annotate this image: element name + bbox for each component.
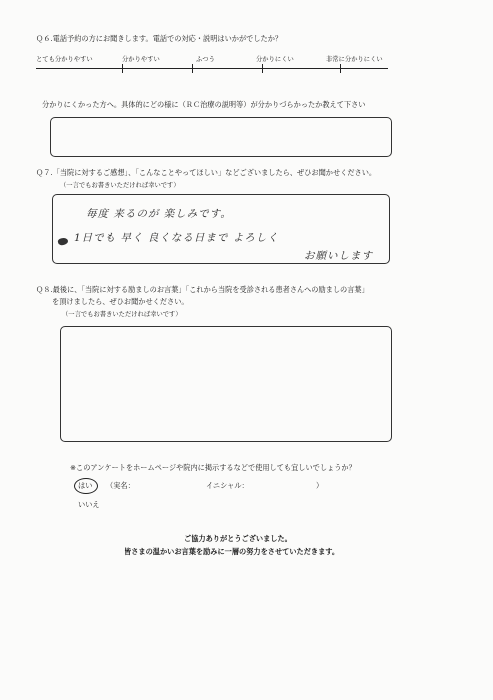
q8-note: （一言でもお書きいただければ幸いです）	[62, 311, 182, 318]
q6-scale-option-3: ふつう	[196, 56, 215, 63]
q6-followup-prompt: 分かりにくかった方へ。具体的にどの様に（ＲＣ治療の説明等）が分かりづらかったか教えて下さい	[42, 100, 366, 109]
q8-answer-box[interactable]	[60, 326, 392, 442]
q6-scale-tick	[262, 64, 263, 73]
closing-thanks: ご協力ありがとうございました。	[184, 534, 292, 543]
q8-title-line-2: を頂けましたら、ぜひお聞かせください。	[52, 297, 189, 306]
publish-permission-question: ※このアンケートをホームページや院内に掲示するなどで使用しても宜しいでしょうか？	[70, 463, 356, 472]
q7-title: Ｑ７.「当院に対するご感想」、「こんなことやってほしい」などございましたら、ぜひお聞かせください。	[36, 168, 377, 177]
q6-scale-option-1: とても分かりやすい	[36, 56, 93, 63]
closing-message: 皆さまの温かいお言葉を励みに一層の努力をさせていただきます。	[124, 547, 340, 556]
publish-initial-label: イニシャル：	[206, 481, 249, 490]
q6-scale-option-2: 分かりやすい	[122, 56, 160, 63]
q6-scale-tick	[340, 64, 341, 73]
q6-rating-scale-line	[36, 68, 388, 69]
q6-scale-tick	[192, 64, 193, 73]
q7-note: （一言でもお書きいただければ幸いです）	[60, 182, 180, 189]
publish-real-name-label: （実名：	[106, 481, 135, 490]
q6-scale-option-5: 非常に分かりにくい	[326, 56, 383, 63]
q8-title-line-1: Ｑ８.最後に、「当院に対する励ましのお言葉」「これから当院を受診される患者さんへの励ましの言葉」	[36, 285, 369, 294]
publish-close-paren: ）	[316, 481, 324, 490]
q7-handwritten-line-1: 毎度 来るのが 楽しみです。	[86, 208, 232, 220]
q6-scale-tick	[122, 64, 123, 73]
q6-followup-answer-box[interactable]	[50, 117, 392, 157]
q6-title: Ｑ６.電話予約の方にお聞きします。電話での対応・説明はいかがでしたか？	[36, 34, 283, 43]
q7-handwritten-line-2: 1日でも 早く 良くなる日まで よろしく	[74, 232, 279, 244]
q6-scale-option-4: 分かりにくい	[256, 56, 294, 63]
publish-yes-option[interactable]: はい	[78, 481, 93, 490]
publish-no-option[interactable]: いいえ	[78, 500, 100, 509]
q7-handwritten-line-3: お願いします	[304, 250, 373, 262]
